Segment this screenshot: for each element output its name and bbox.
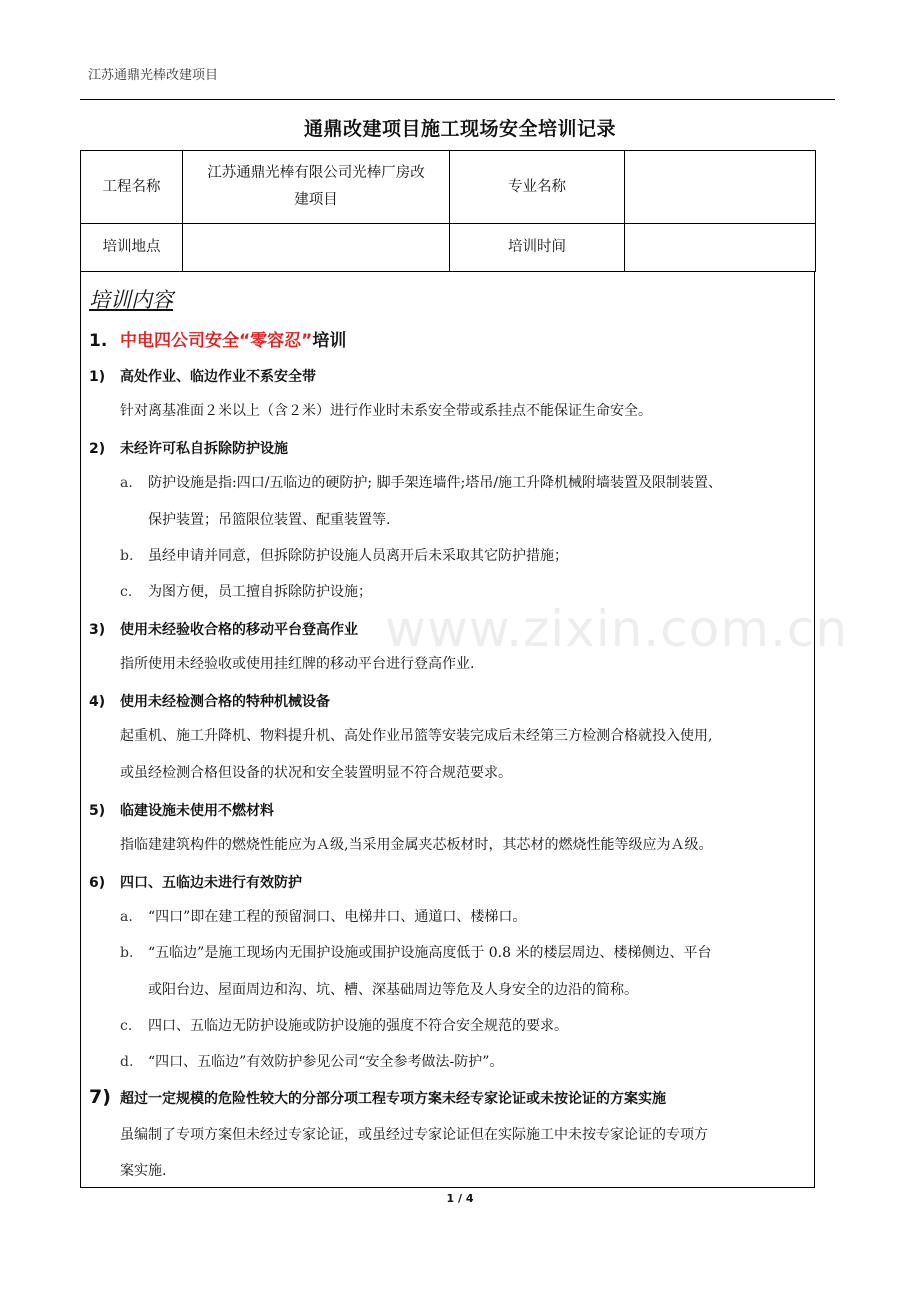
- item-6b-line2: 或阳台边、屋面周边和沟、坑、槽、深基础周边等危及人身安全的边沿的简称。: [148, 982, 638, 998]
- main-item-tail: 培训: [312, 331, 347, 351]
- info-table: [80, 150, 816, 272]
- item-1-heading: [89, 366, 316, 386]
- item-6b-line1: “五临边”是施工现场内无围护设施或围护设施高度低于 0.8 米的楼层周边、楼梯侧边、平台: [148, 945, 712, 961]
- item-2b-mark: b.: [120, 548, 134, 564]
- item-5-text: 指临建建筑构件的燃烧性能应为Ａ级,当采用金属夹芯板材时，其芯材的燃烧性能等级应为Ａ级。: [120, 837, 713, 853]
- project-name-value: [183, 151, 450, 224]
- item-2a-mark: a.: [120, 475, 133, 491]
- item-6b-mark: b.: [120, 945, 134, 961]
- item-2c: [120, 574, 810, 611]
- item-2-title: 未经许可私自拆除防护设施: [120, 441, 288, 457]
- project-name-line2: 建项目: [294, 192, 338, 208]
- location-value: [183, 224, 450, 272]
- item-6-heading: [89, 872, 302, 892]
- item-1-text: 针对离基准面２米以上（含２米）进行作业时未系安全带或系挂点不能保证生命安全。: [120, 403, 652, 419]
- item-3-title: 使用未经验收合格的移动平台登高作业: [120, 622, 358, 638]
- item-7-line1: 虽编制了专项方案但未经过专家论证，或虽经过专家论证但在实际施工中未按专家论证的专项方: [120, 1127, 708, 1143]
- item-6-title: 四口、五临边未进行有效防护: [120, 875, 302, 891]
- item-4-line1: 起重机、施工升降机、物料提升机、高处作业吊篮等安装完成后未经第三方检测合格就投入使用,: [120, 728, 713, 744]
- info-row-training: [81, 224, 816, 272]
- info-row-project: [81, 151, 816, 224]
- watermark-text: www.zixin.com.cn: [385, 600, 849, 658]
- item-2-heading: [89, 438, 288, 458]
- item-5-number: 5): [89, 803, 106, 819]
- item-2c-text: 为图方便，员工擅自拆除防护设施；: [148, 584, 372, 600]
- project-name-line1: 江苏通鼎光棒有限公司光棒厂房改: [207, 165, 425, 181]
- main-item-number: 1.: [89, 331, 108, 351]
- time-value: [625, 224, 816, 272]
- item-2b: [120, 538, 810, 575]
- item-7-title: 超过一定规模的危险性较大的分部分项工程专项方案未经专家论证或未按论证的方案实施: [120, 1091, 666, 1107]
- item-4-title: 使用未经检测合格的特种机械设备: [120, 694, 330, 710]
- item-6c-mark: c.: [120, 1018, 133, 1034]
- project-name-label: 工程名称: [81, 151, 183, 224]
- main-item-red-text: 中电四公司安全“零容忍”: [120, 331, 313, 351]
- item-4-number: 4): [89, 694, 106, 710]
- item-6b: [120, 935, 810, 972]
- item-6c: [120, 1008, 810, 1045]
- item-6d: [120, 1044, 810, 1081]
- specialty-label: 专业名称: [450, 151, 625, 224]
- item-3-number: 3): [89, 622, 106, 638]
- item-6d-mark: d.: [120, 1054, 134, 1070]
- item-6a-text: “四口”即在建工程的预留洞口、电梯井口、通道口、楼梯口。: [148, 909, 527, 925]
- item-2-number: 2): [89, 441, 106, 457]
- item-2a-cont: [120, 502, 810, 539]
- location-label: 培训地点: [81, 224, 183, 272]
- item-6a: [120, 899, 810, 936]
- item-2a: [120, 465, 810, 502]
- item-3-text: 指所使用未经验收或使用挂红牌的移动平台进行登高作业.: [120, 656, 475, 672]
- item-4-heading: [89, 691, 330, 711]
- item-2a-line1: 防护设施是指:四口/五临边的硬防护; 脚手架连墙件;塔吊/施工升降机械附墙装置及限制装置、: [148, 475, 723, 491]
- time-label: 培训时间: [450, 224, 625, 272]
- header-divider: [80, 99, 835, 100]
- section-title: 培训内容: [89, 288, 173, 312]
- item-7-heading: [89, 1086, 666, 1108]
- item-6d-text: “四口、五临边”有效防护参见公司“安全参考做法-防护”。: [148, 1054, 504, 1070]
- item-1-title: 高处作业、临边作业不系安全带: [120, 369, 316, 385]
- item-5-title: 临建设施未使用不燃材料: [120, 803, 274, 819]
- item-2a-line2: 保护装置；吊篮限位装置、配重装置等.: [148, 512, 391, 528]
- item-7-line2: 案实施.: [120, 1163, 167, 1179]
- specialty-value: [625, 151, 816, 224]
- header-company: 江苏通鼎光棒改建项目: [88, 68, 219, 83]
- item-2b-text: 虽经申请并同意，但拆除防护设施人员离开后未采取其它防护措施；: [148, 548, 568, 564]
- item-7-number: 7): [89, 1086, 111, 1108]
- item-6-number: 6): [89, 875, 106, 891]
- item-4-line2: 或虽经检测合格但设备的状况和安全装置明显不符合规范要求。: [120, 765, 512, 781]
- page-title: 通鼎改建项目施工现场安全培训记录: [303, 118, 616, 140]
- item-5-heading: [89, 800, 274, 820]
- item-6b-cont: [120, 972, 810, 1009]
- item-1-number: 1): [89, 369, 106, 385]
- item-6c-text: 四口、五临边无防护设施或防护设施的强度不符合安全规范的要求。: [148, 1018, 568, 1034]
- item-3-heading: [89, 619, 358, 639]
- page-number: 1 / 4: [446, 1192, 474, 1205]
- item-2c-mark: c.: [120, 584, 133, 600]
- item-6a-mark: a.: [120, 909, 133, 925]
- main-item: [89, 326, 346, 351]
